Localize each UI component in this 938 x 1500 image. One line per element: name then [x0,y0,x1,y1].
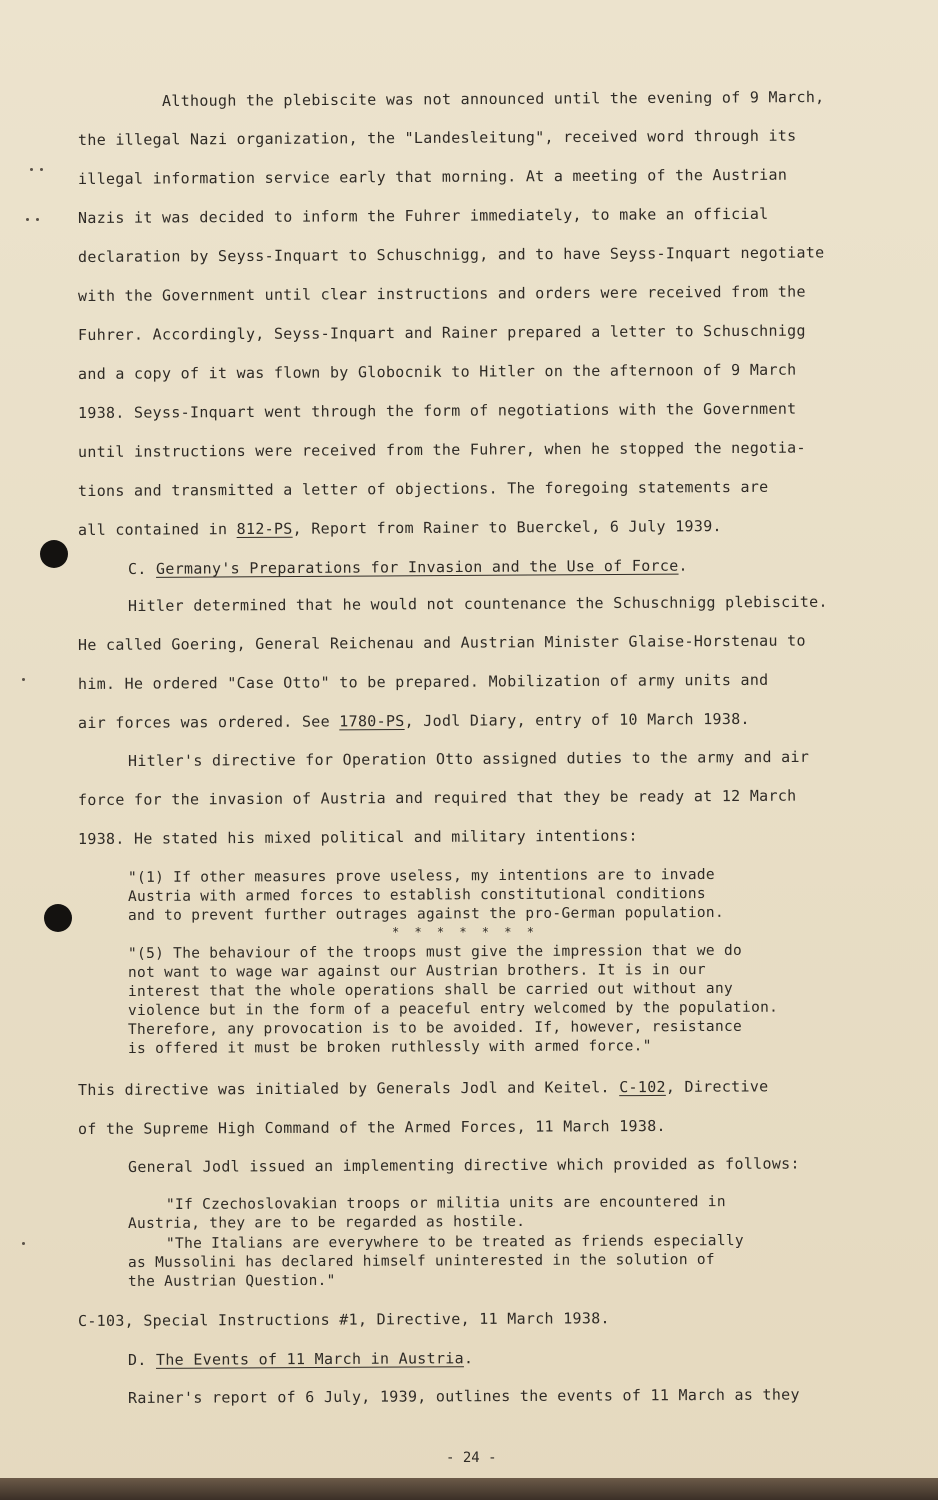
para1-line: Although the plebiscite was not announced until the evening of 9 March, [161,87,825,110]
para3-line: 1938. He stated his mixed political and military intentions: [77,826,638,848]
margin-mark [22,678,25,681]
para7-line: Rainer's report of 6 July, 1939, outlines the events of 11 March as they [127,1385,800,1407]
para1-last-line [78,517,722,539]
section-heading-c [128,557,688,578]
para1-line: tions and transmitted a letter of objections. The foregoing statements are [77,477,769,500]
para4-line: of the Supreme High Command of the Armed Forces, 11 March 1938. [77,1116,666,1138]
quote1-line: Austria with armed forces to establish constitutional conditions [127,885,706,905]
para2-line: Hitler determined that he would not countenance the Schuschnigg plebiscite. [127,592,828,615]
para1-line: and a copy of it was flown by Globocnik to Hitler on the afternoon of 9 March [77,360,797,383]
para3-line: Hitler's directive for Operation Otto assigned duties to the army and air [127,747,810,770]
quote2-line: "(5) The behaviour of the troops must give the impression that we do [127,942,743,962]
para1-line: Nazis it was decided to inform the Fuhrer immediately, to make an official [77,204,769,227]
omission-asterisks: * * * * * * * [392,925,538,939]
para1-text: , Report from Rainer to Buerckel, 6 July 1939. [292,517,722,538]
para1-line: illegal information service early that morning. At a meeting of the Austrian [77,165,788,188]
document-reference-1780-ps: 1780-PS [339,712,405,731]
document-reference-c-102: C-102 [619,1077,666,1097]
quote3-line: "The Italians are everywhere to be treated as friends especially [165,1232,744,1252]
para2-last-line [78,710,750,732]
para1-line: the illegal Nazi organization, the "Landesleitung", received word through its [77,126,797,149]
para6-line: C-103, Special Instructions #1, Directive, 11 March 1938. [77,1309,610,1330]
quote2-line: Therefore, any provocation is to be avoided. If, however, resistance [127,1018,743,1038]
para1-line: until instructions were received from the Fuhrer, when he stopped the negotia- [77,438,806,461]
document-reference-812-ps: 812-PS [236,519,293,539]
quote3-line: "If Czechoslovakian troops or militia units are encountered in [165,1194,726,1213]
quote2-line: violence but in the form of a peaceful entry welcomed by the population. [127,999,779,1019]
para2-text: , Jodl Diary, entry of 10 March 1938. [404,709,750,731]
scan-bottom-edge [0,1478,938,1500]
para5-line: General Jodl issued an implementing directive which provided as follows: [127,1154,800,1176]
quote3-line: Austria, they are to be regarded as hostile. [127,1213,526,1232]
margin-mark [22,1242,25,1245]
para2-line: him. He ordered "Case Otto" to be prepared. Mobilization of army units and [77,670,769,693]
section-title-period: . [463,1349,474,1368]
para1-line: 1938. Seyss-Inquart went through the form of negotiations with the Government [77,399,797,422]
margin-mark [40,168,43,171]
para1-line: Fuhrer. Accordingly, Seyss-Inquart and Rainer prepared a letter to Schuschnigg [77,321,806,344]
quote3-line: the Austrian Question." [127,1272,336,1290]
quote2-line: interest that the whole operations shall be carried out without any [127,980,734,1000]
para2-text: air forces was ordered. See [77,712,340,732]
quote3-line: as Mussolini has declared himself uninterested in the solution of [127,1251,715,1271]
margin-mark [26,218,29,221]
para1-text: all contained in [77,520,237,539]
para2-line: He called Goering, General Reichenau and Austrian Minister Glaise-Horstenau to [77,631,806,654]
punch-hole-bottom [44,904,72,932]
section-heading-d [128,1349,473,1369]
para3-line: force for the invasion of Austria and required that they be ready at 12 March [77,786,797,809]
quote1-line: "(1) If other measures prove useless, my intentions are to invade [127,866,715,886]
punch-hole-top [40,540,68,568]
margin-mark [36,218,39,221]
margin-mark [30,168,33,171]
section-title: The Events of 11 March in Austria [155,1349,464,1369]
para4-line [78,1077,769,1099]
section-letter: D. [127,1350,157,1369]
quote1-line: and to prevent further outrages against the pro-German population. [127,904,725,924]
section-title: Germany's Preparations for Invasion and the Use of Force [155,556,679,578]
quote2-line: not want to wage war against our Austrian brothers. It is in our [127,961,706,981]
quote2-line: is offered it must be broken ruthlessly with armed force." [127,1038,652,1057]
section-letter: C. [127,559,157,578]
page-number: - 24 - [446,1450,497,1466]
section-title-period: . [678,556,688,575]
para4-text: , Directive [665,1077,769,1096]
para1-line: declaration by Seyss-Inquart to Schuschnigg, and to have Seyss-Inquart negotiate [77,243,825,266]
para1-line: with the Government until clear instructions and orders were received from the [77,282,806,305]
para4-text: This directive was initialed by Generals Jodl and Keitel. [77,1078,620,1099]
